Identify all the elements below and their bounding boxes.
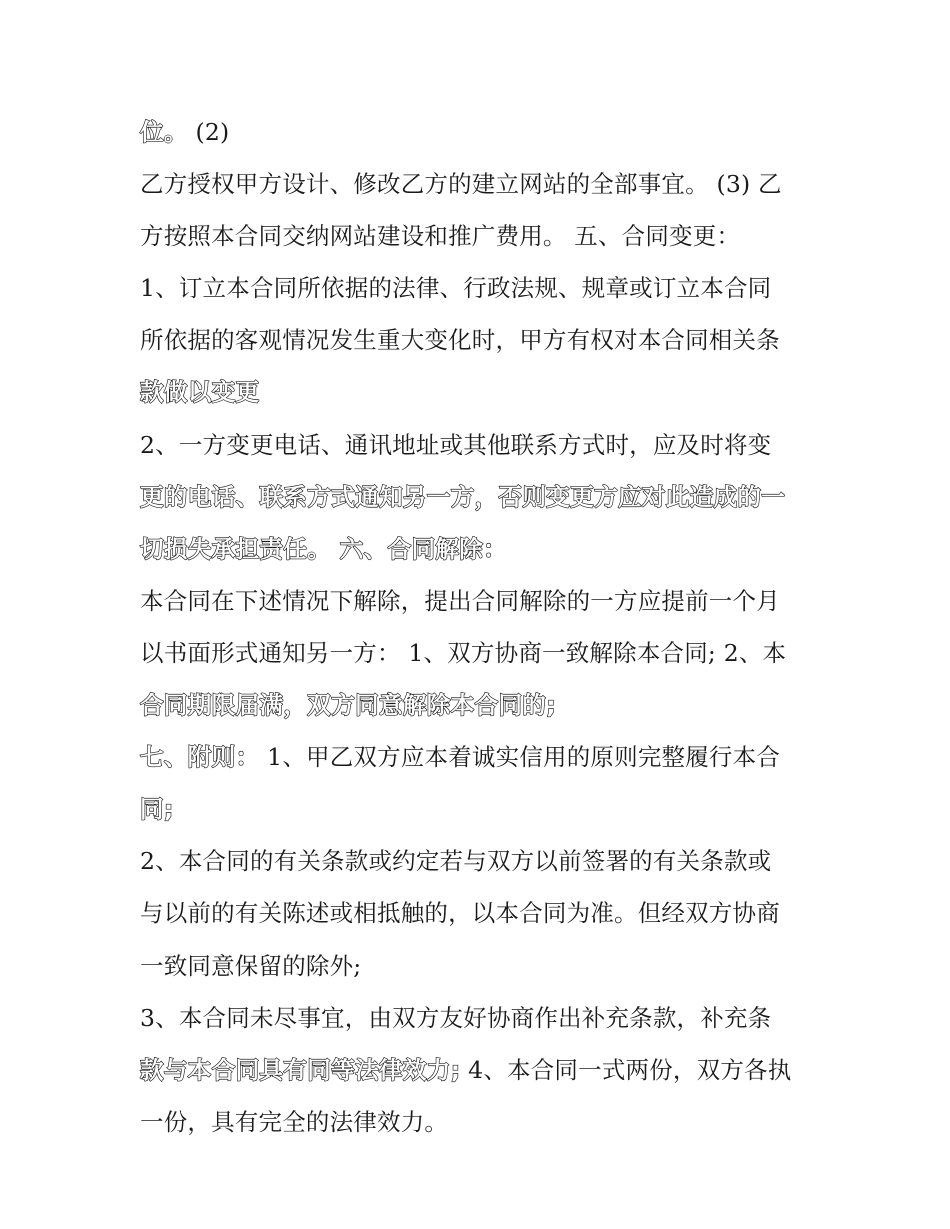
text-line (140, 575, 820, 627)
outlined-text-segment: 切损失承担责任。 六、合同解除： (140, 534, 508, 563)
text-segment: 2、本合同的有关条款或约定若与双方以前签署的有关条款或 (140, 847, 772, 876)
text-segment: 4、本合同一式两份，双方各执 (460, 1055, 792, 1084)
text-line (140, 783, 820, 835)
text-line (140, 523, 820, 575)
text-segment: 1、订立本合同所依据的法律、行政法规、规章或订立本合同 (140, 274, 772, 303)
text-segment: 所依据的客观情况发生重大变化时，甲方有权对本合同相关条 (140, 326, 780, 355)
text-segment: 与以前的有关陈述或相抵触的，以本合同为准。但经双方协商 (140, 899, 780, 928)
outlined-text-segment: 位。 (140, 118, 188, 146)
text-line (140, 262, 820, 314)
text-segment: 一致同意保留的除外; (140, 951, 362, 980)
outlined-text-segment: 款做以变更 (140, 378, 260, 407)
text-line (140, 1096, 820, 1148)
text-line (140, 471, 820, 523)
text-line (140, 314, 820, 366)
text-segment: 方按照本合同交纳网站建设和推广费用。 五、合同变更： (140, 222, 741, 251)
text-line (140, 1044, 820, 1096)
text-line (140, 210, 820, 262)
outlined-text-segment: 更的电话、联系方式通知另一方，否则变更方应对此造成的一 (140, 482, 786, 511)
text-line (140, 627, 820, 679)
contract-text-body (140, 106, 820, 1148)
text-segment: 以书面形式通知另一方： 1、双方协商一致解除本合同; 2、本 (140, 638, 787, 667)
outlined-text-segment: 七、附则： (140, 743, 260, 772)
text-line (140, 366, 820, 418)
text-line (140, 419, 820, 471)
text-line (140, 106, 820, 158)
text-segment: 1、甲乙双方应本着诚实信用的原则完整履行本合 (259, 743, 781, 772)
text-line (140, 731, 820, 783)
text-segment: 乙方授权甲方设计、修改乙方的建立网站的全部事宜。 (3) 乙 (140, 170, 782, 199)
text-segment: 2、一方变更电话、通讯地址或其他联系方式时，应及时将变 (140, 430, 772, 459)
text-segment: 3、本合同未尽事宜，由双方友好协商作出补充条款，补充条 (140, 1003, 772, 1032)
text-line (140, 887, 820, 939)
text-line (140, 992, 820, 1044)
text-segment: 一份，具有完全的法律效力。 (140, 1107, 449, 1136)
text-line (140, 940, 820, 992)
outlined-text-segment: 合同期限届满，双方同意解除本合同的; (140, 691, 557, 720)
outlined-text-segment: 款与本合同具有同等法律效力; (140, 1055, 461, 1084)
text-line (140, 679, 820, 731)
outlined-text-segment: 同; (140, 795, 174, 824)
text-segment: 本合同在下述情况下解除，提出合同解除的一方应提前一个月 (140, 586, 780, 615)
text-line (140, 835, 820, 887)
text-line (140, 158, 820, 210)
text-segment: (2) (187, 118, 230, 146)
